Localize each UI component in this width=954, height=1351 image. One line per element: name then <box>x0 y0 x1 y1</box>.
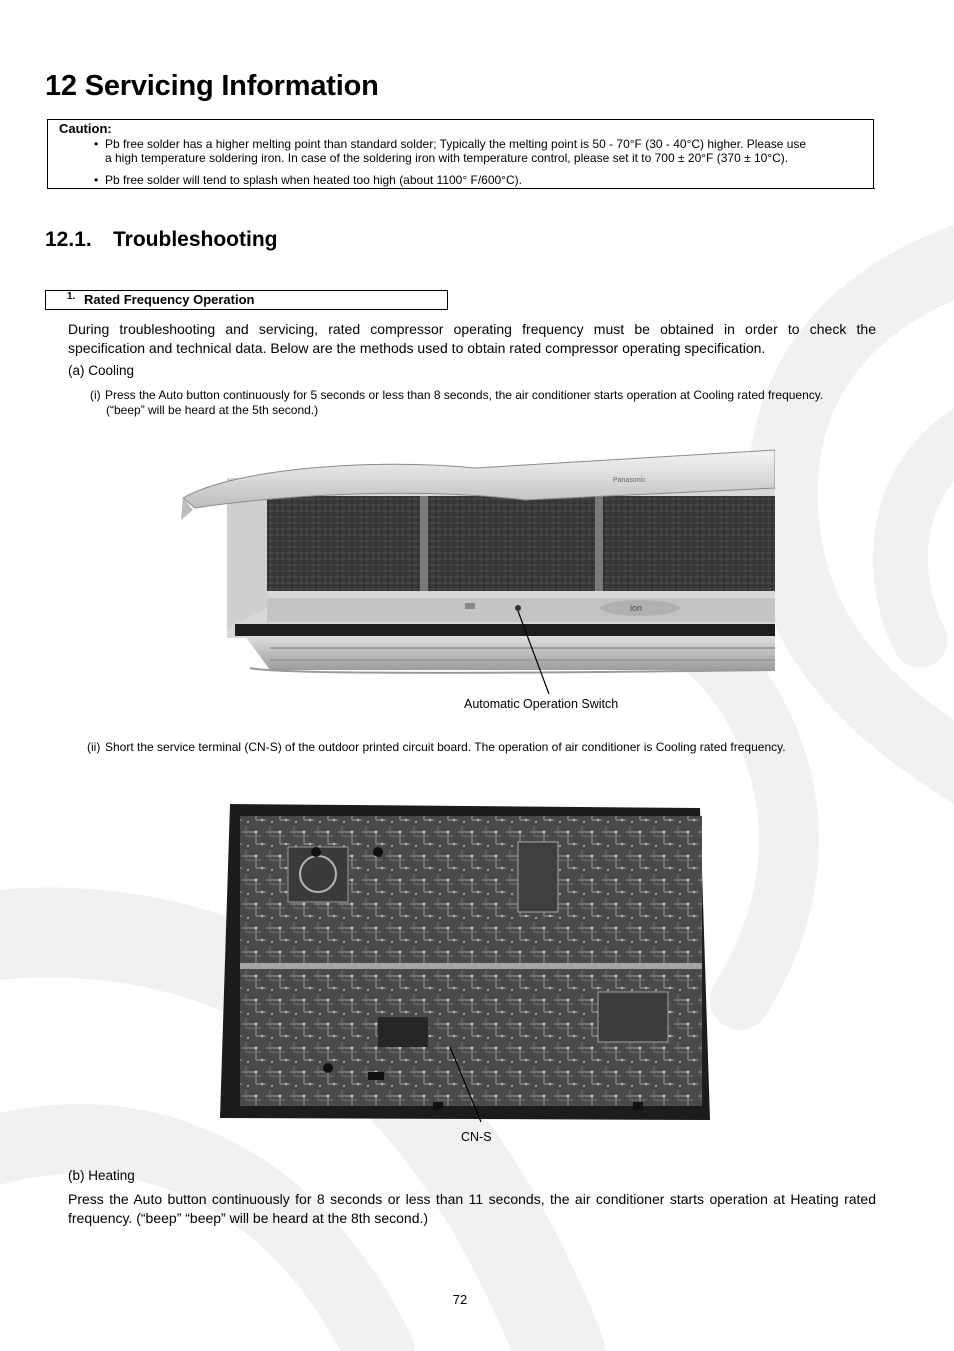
brand-label: Panasonic <box>613 477 646 484</box>
page-title: 12 Servicing Information <box>45 70 379 102</box>
caution-bullet-2 <box>94 173 865 188</box>
step-title: Rated Frequency Operation <box>84 292 255 307</box>
item-ii-text: Short the service terminal (CN-S) of the outdoor printed circuit board. The operation of air conditioner is Cooling rated frequency. <box>105 740 786 754</box>
photo2-caption: CN-S <box>461 1130 492 1144</box>
photo1-caption: Automatic Operation Switch <box>464 697 619 711</box>
intro-line-1: During troubleshooting and servicing, rated compressor operating frequency must be obtained in order to check the <box>68 321 876 337</box>
item-i-line-1: Press the Auto button continuously for 5 seconds or less than 8 seconds, the air conditioner starts operation at Cooling rated frequency. <box>105 388 824 402</box>
caution-text-1b: a high temperature soldering iron. In case of the soldering iron with temperature control, please set it to 700 ± 20°F (370 ± 10°C). <box>105 151 789 165</box>
intro-line-2: specification and technical data. Below are the methods used to obtain rated compressor operating specification. <box>68 340 766 356</box>
cooling-heading: (a) Cooling <box>68 363 135 378</box>
caution-text-1a: Pb free solder has a higher melting point than standard solder; Typically the melting point is 50 - 70°F (30 - 40°C) higher. Please use <box>105 137 807 151</box>
heating-line-2: frequency. (“beep” “beep” will be heard at the 8th second.) <box>68 1210 429 1226</box>
indoor-unit-photo <box>175 448 775 723</box>
section-title: Troubleshooting <box>113 228 278 251</box>
outdoor-pcb-photo <box>218 802 712 1124</box>
page-number: 72 <box>452 1292 468 1307</box>
bullet-dot-icon: • <box>94 137 99 151</box>
heating-heading: (b) Heating <box>68 1168 135 1183</box>
ion-logo: ion <box>630 603 643 613</box>
step-heading-box <box>45 290 448 310</box>
item-i-marker: (i) <box>90 388 101 402</box>
step-number: 1. <box>67 291 76 302</box>
caution-bullet-1 <box>94 137 865 152</box>
caution-text-2: Pb free solder will tend to splash when heated too high (about 1100° F/600°C). <box>105 173 522 187</box>
item-i-line-2: (“beep” will be heard at the 5th second.) <box>106 403 319 417</box>
auto-switch-icon <box>515 605 521 611</box>
heating-line-1: Press the Auto button continuously for 8 seconds or less than 11 seconds, the air conditioner starts operation at Heating rated <box>68 1191 876 1207</box>
section-number: 12.1. <box>45 228 92 251</box>
section-heading <box>45 228 277 252</box>
item-ii-marker: (ii) <box>87 740 101 754</box>
caution-label: Caution: <box>59 121 112 136</box>
bullet-dot-icon: • <box>94 173 99 187</box>
caution-box <box>47 119 874 189</box>
